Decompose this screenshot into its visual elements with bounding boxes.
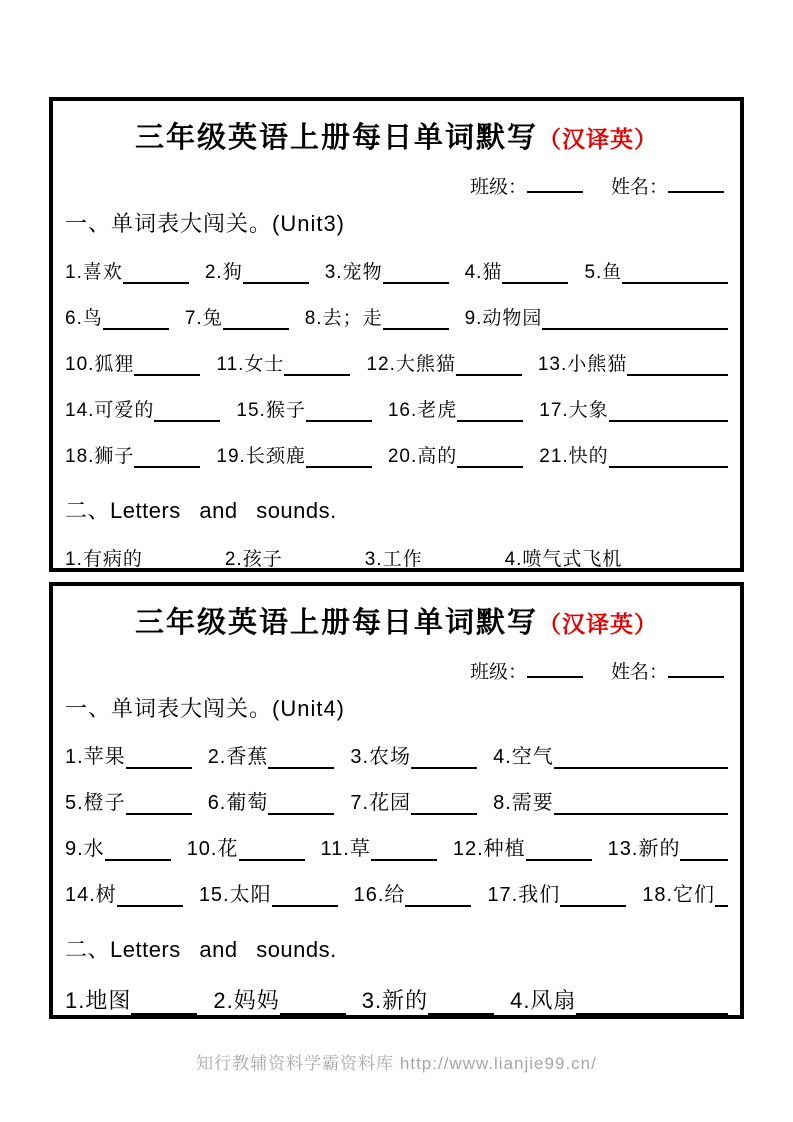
answer-blank	[131, 990, 197, 1015]
word-item	[493, 786, 728, 815]
word-item	[487, 878, 626, 907]
word-item	[539, 395, 728, 422]
answer-blank	[306, 446, 372, 468]
title-main: 三年级英语上册每日单词默写	[134, 607, 538, 639]
word-label: 1.地图	[65, 988, 132, 1013]
word-item	[493, 740, 728, 769]
word-label: 18.它们	[642, 884, 716, 906]
word-label: 19.长颈鹿	[216, 446, 306, 467]
title-note-red: （汉译英）	[538, 126, 658, 152]
class-label: 班级：	[469, 662, 527, 683]
word-item	[350, 740, 477, 769]
word-label: 16.给	[353, 884, 406, 906]
answer-blank	[526, 838, 592, 861]
answer-blank	[134, 354, 200, 376]
name-blank	[668, 189, 724, 193]
answer-blank	[554, 746, 728, 769]
title-main: 三年级英语上册每日单词默写	[134, 122, 538, 154]
answer-blank	[609, 400, 728, 422]
word-item	[505, 544, 728, 571]
word-label: 21.快的	[539, 446, 609, 467]
word-row	[65, 786, 728, 815]
answer-blank	[126, 792, 192, 815]
word-row	[65, 740, 728, 769]
answer-blank	[280, 990, 346, 1015]
word-row	[65, 441, 728, 468]
section2-word-rows	[65, 544, 728, 572]
word-label: 5.橙子	[65, 792, 126, 814]
word-label: 10.花	[186, 838, 239, 860]
answer-blank	[560, 884, 626, 907]
answer-blank	[306, 400, 372, 422]
word-label: 11.女士	[216, 354, 285, 375]
word-row	[65, 303, 728, 330]
worksheet-title	[65, 115, 728, 156]
word-row	[65, 878, 728, 907]
word-item	[65, 441, 200, 468]
word-label: 10.狐狸	[65, 354, 135, 375]
word-label: 2.狗	[204, 262, 243, 283]
answer-blank	[223, 308, 289, 330]
answer-blank	[123, 262, 189, 284]
answer-blank	[715, 884, 728, 907]
word-item	[225, 544, 349, 571]
word-item	[208, 786, 335, 815]
word-row	[65, 395, 728, 422]
word-item	[366, 349, 521, 376]
word-label: 15.太阳	[198, 884, 272, 906]
word-item	[65, 786, 192, 815]
word-label: 12.种植	[452, 838, 526, 860]
word-item	[453, 832, 592, 861]
word-item	[185, 303, 289, 330]
word-row	[65, 257, 728, 284]
answer-blank	[622, 262, 728, 284]
class-blank	[527, 674, 583, 678]
answer-blank	[423, 549, 489, 571]
name-label: 姓名：	[610, 662, 668, 683]
word-item	[65, 740, 192, 769]
word-label: 14.树	[65, 884, 117, 906]
word-label: 4.猫	[464, 262, 503, 283]
answer-blank	[383, 308, 449, 330]
word-label: 4.喷气式飞机	[504, 549, 623, 570]
word-item	[65, 544, 209, 571]
word-label: 13.新的	[607, 838, 681, 860]
answer-blank	[411, 792, 477, 815]
word-item	[65, 984, 197, 1015]
section1-heading: 一、单词表大闯关。(Unit4)	[65, 696, 346, 721]
word-item	[216, 349, 350, 376]
answer-blank	[371, 838, 437, 861]
section2-heading: 二、Letters and sounds.	[65, 937, 337, 962]
answer-blank	[243, 262, 309, 284]
answer-blank	[457, 446, 523, 468]
word-label: 1.有病的	[65, 549, 143, 570]
word-label: 3.宠物	[324, 262, 383, 283]
answer-blank	[283, 549, 349, 571]
name-label: 姓名：	[610, 177, 668, 198]
word-item	[65, 303, 169, 330]
answer-blank	[576, 990, 728, 1015]
word-item	[65, 832, 171, 861]
word-label: 5.鱼	[584, 262, 623, 283]
word-row	[65, 544, 728, 571]
word-item	[354, 878, 472, 907]
word-label: 2.香蕉	[207, 746, 269, 768]
worksheet-unit3	[49, 97, 744, 572]
word-label: 2.孩子	[224, 549, 283, 570]
answer-blank	[383, 262, 449, 284]
answer-blank	[502, 262, 568, 284]
word-label: 16.老虎	[387, 400, 458, 421]
word-item	[65, 349, 200, 376]
word-item	[65, 257, 189, 284]
word-label: 17.大象	[539, 400, 609, 421]
word-item	[213, 984, 345, 1015]
word-item	[388, 441, 523, 468]
section2-word-rows	[65, 984, 728, 1019]
word-item	[539, 441, 728, 468]
word-label: 1.喜欢	[65, 262, 123, 283]
word-label: 15.猴子	[236, 400, 306, 421]
word-item	[65, 878, 183, 907]
answer-blank	[143, 549, 209, 571]
word-item	[208, 740, 335, 769]
word-item	[388, 395, 523, 422]
word-item	[350, 786, 477, 815]
worksheet-title	[65, 600, 728, 641]
answer-blank	[627, 354, 728, 376]
word-row	[65, 832, 728, 861]
section1-heading: 一、单词表大闯关。(Unit3)	[65, 211, 346, 236]
answer-blank	[405, 884, 471, 907]
word-item	[365, 544, 489, 571]
word-item	[236, 395, 371, 422]
word-label: 6.葡萄	[207, 792, 269, 814]
word-item	[305, 303, 449, 330]
word-label: 6.鸟	[65, 308, 103, 329]
word-item	[216, 441, 371, 468]
name-blank	[668, 674, 724, 678]
answer-blank	[554, 792, 728, 815]
word-label: 3.工作	[364, 549, 423, 570]
word-label: 14.可爱的	[65, 400, 155, 421]
word-label: 18.狮子	[65, 446, 135, 467]
answer-blank	[456, 354, 522, 376]
answer-blank	[239, 838, 305, 861]
worksheet-unit4	[49, 582, 744, 1019]
word-item	[187, 832, 305, 861]
word-label: 9.水	[65, 838, 105, 860]
answer-blank	[105, 838, 171, 861]
word-item	[465, 257, 569, 284]
answer-blank	[457, 400, 523, 422]
section1-word-rows	[65, 257, 728, 468]
word-label: 2.妈妈	[213, 988, 280, 1013]
answer-blank	[272, 884, 338, 907]
word-label: 4.风扇	[510, 988, 577, 1013]
word-item	[199, 878, 338, 907]
word-item	[538, 349, 728, 376]
word-label: 8.需要	[493, 792, 554, 814]
word-label: 17.我们	[487, 884, 561, 906]
word-label: 3.新的	[361, 988, 429, 1013]
answer-blank	[134, 446, 200, 468]
word-item	[608, 832, 728, 861]
word-label: 12.大熊猫	[366, 354, 456, 375]
answer-blank	[284, 354, 350, 376]
answer-blank	[103, 308, 169, 330]
word-label: 11.草	[320, 838, 371, 860]
word-row	[65, 349, 728, 376]
class-name-row	[65, 657, 724, 684]
answer-blank	[609, 446, 728, 468]
title-note-red: （汉译英）	[538, 611, 658, 637]
word-label: 7.花园	[350, 792, 412, 814]
section1-word-rows	[65, 740, 728, 907]
word-item	[642, 878, 728, 907]
answer-blank	[680, 838, 728, 861]
word-label: 4.空气	[493, 746, 554, 768]
word-item	[321, 832, 437, 861]
answer-blank	[268, 746, 334, 769]
answer-blank	[428, 990, 494, 1015]
footer-watermark: 知行教辅资料学霸资料库 http://www.lianjie99.cn/	[196, 1054, 597, 1073]
answer-blank	[126, 746, 192, 769]
word-label: 7.兔	[184, 308, 223, 329]
answer-blank	[542, 308, 728, 330]
answer-blank	[117, 884, 183, 907]
word-item	[510, 984, 728, 1015]
word-item	[325, 257, 449, 284]
word-item	[362, 984, 494, 1015]
word-label: 8.去；走	[304, 308, 383, 329]
answer-blank	[154, 400, 220, 422]
word-label: 13.小熊猫	[537, 354, 628, 375]
word-label: 3.农场	[350, 746, 412, 768]
word-item	[584, 257, 728, 284]
word-label: 1.苹果	[65, 746, 126, 768]
class-name-row	[65, 172, 724, 199]
word-item	[465, 303, 728, 330]
answer-blank	[411, 746, 477, 769]
answer-blank	[622, 549, 728, 571]
word-item	[205, 257, 309, 284]
word-label: 9.动物园	[464, 308, 543, 329]
answer-blank	[268, 792, 334, 815]
word-label: 20.高的	[387, 446, 458, 467]
word-item	[65, 395, 220, 422]
class-blank	[527, 189, 583, 193]
section2-heading: 二、Letters and sounds.	[65, 498, 337, 523]
word-row	[65, 984, 728, 1015]
class-label: 班级：	[469, 177, 527, 198]
